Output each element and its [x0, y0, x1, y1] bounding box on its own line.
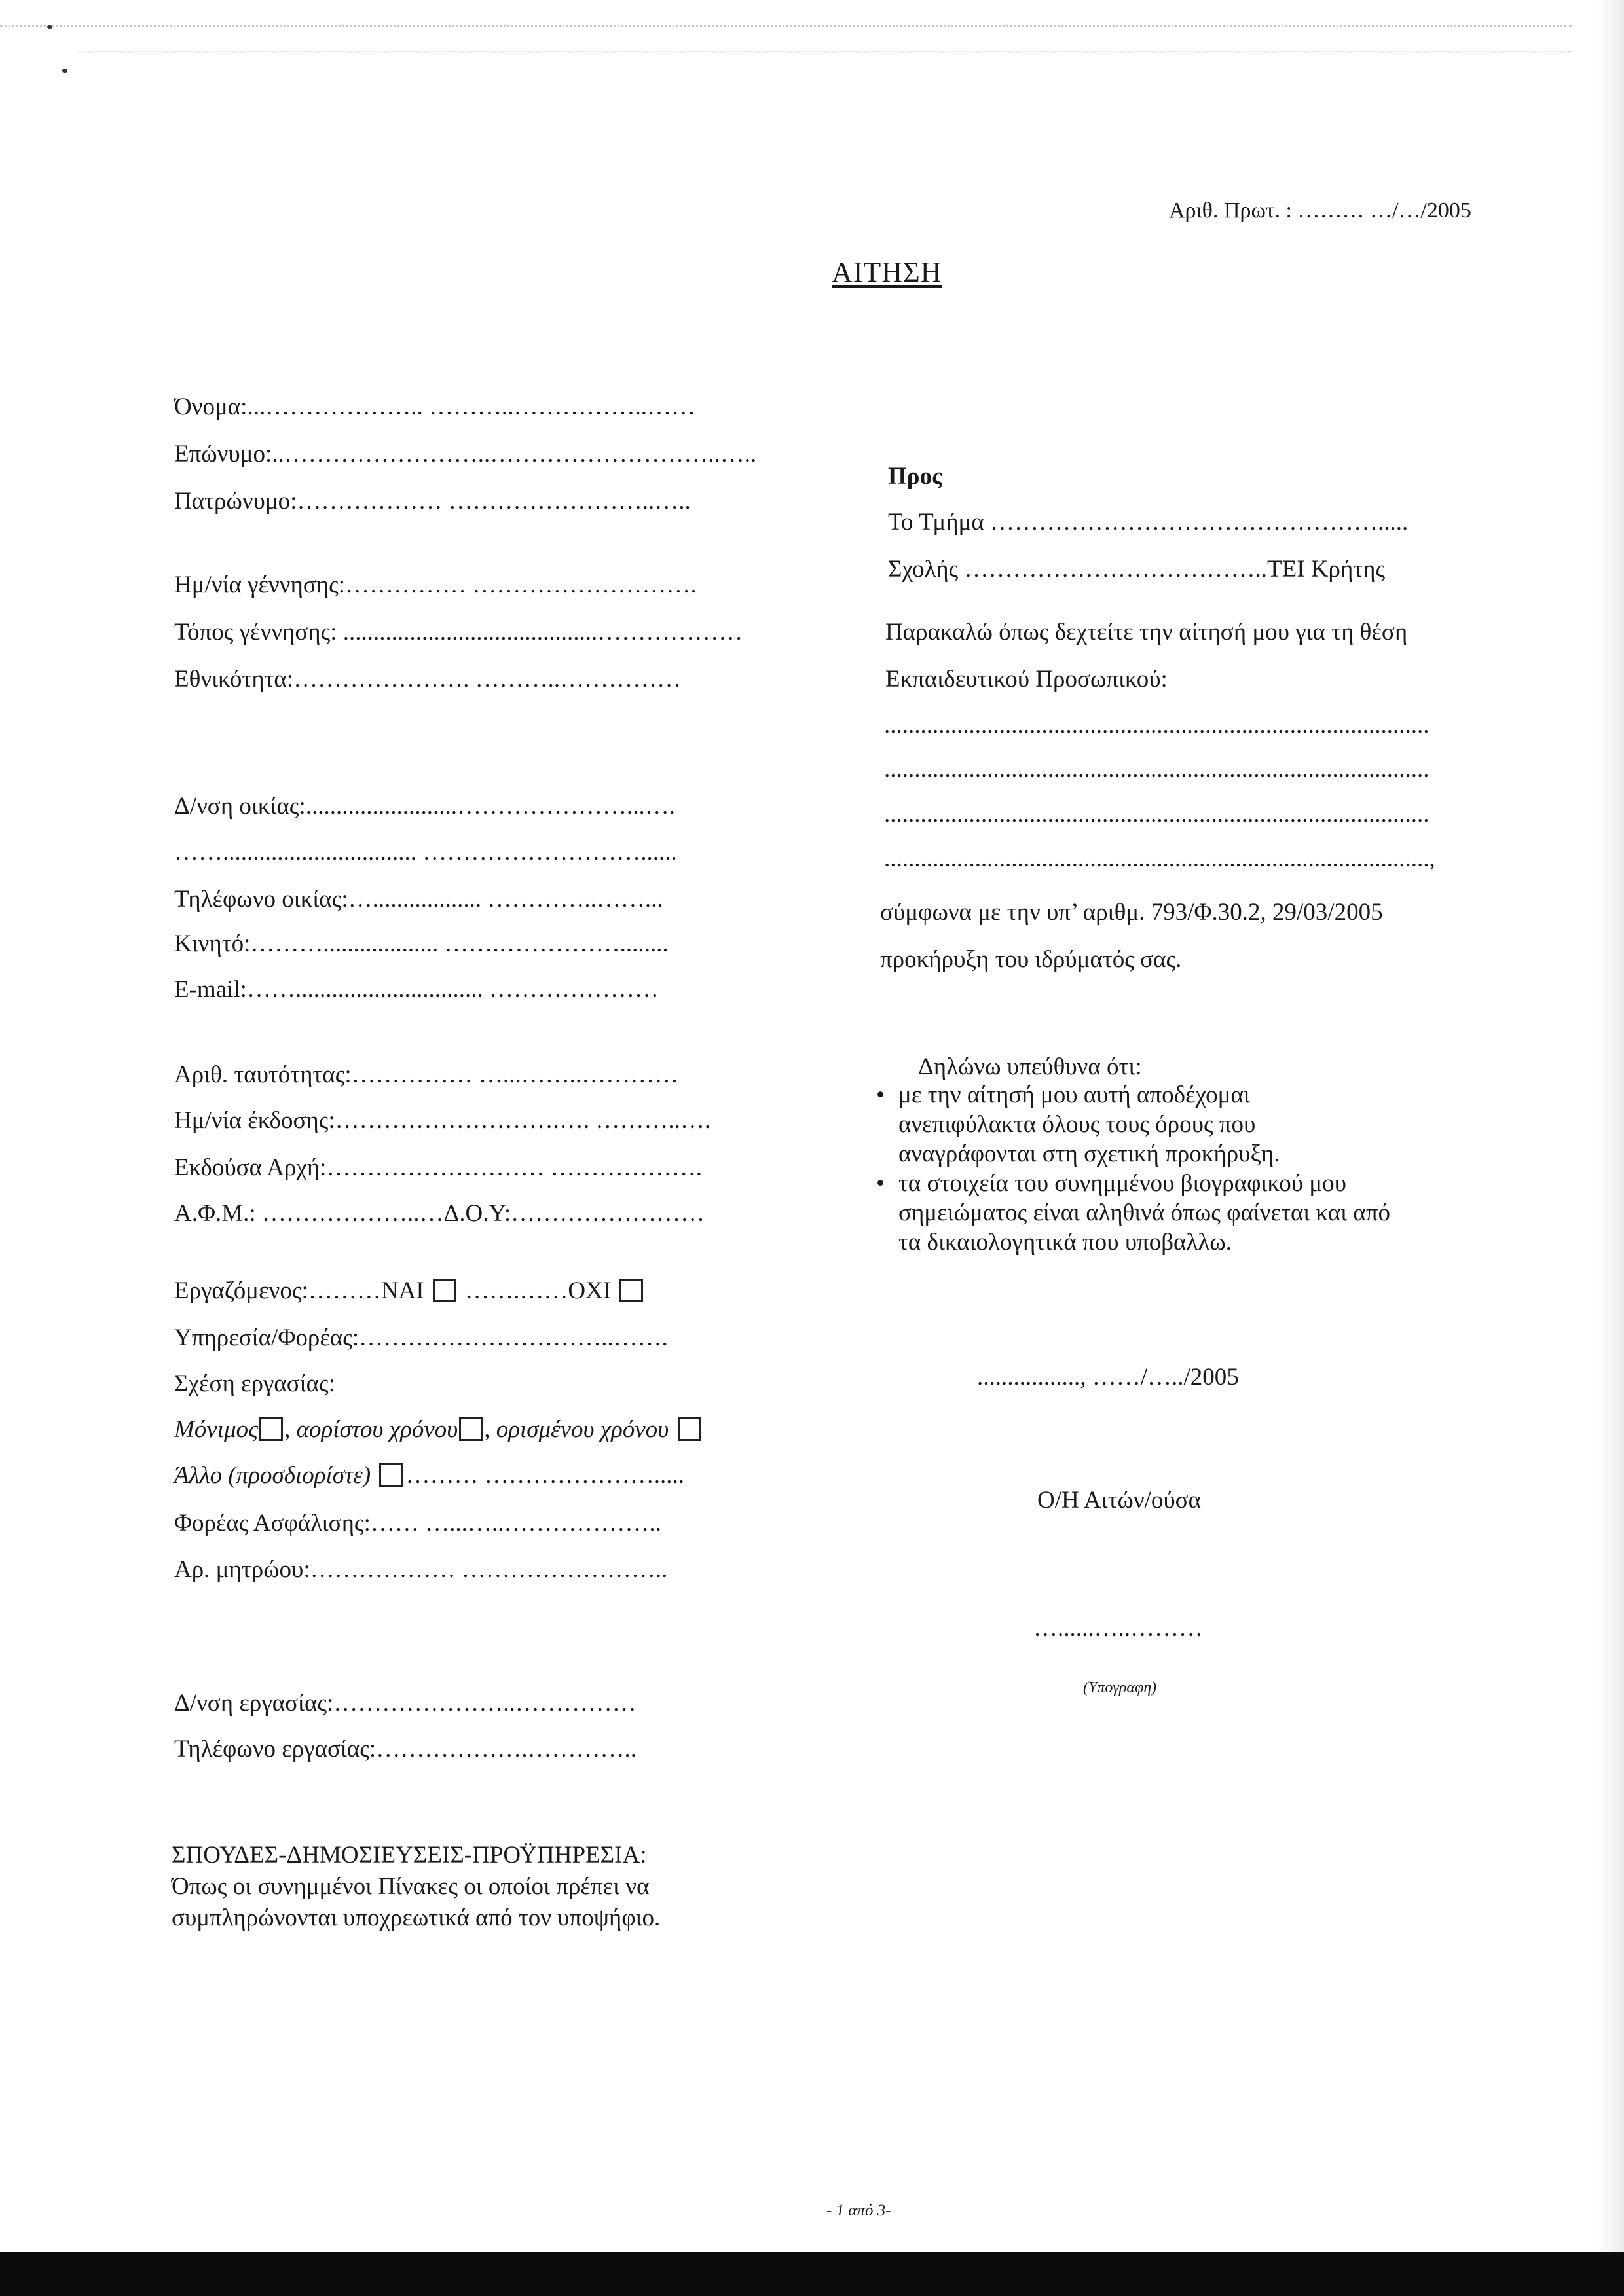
- declaration-item: • τα στοιχεία του συνημμένου βιογραφικού μου σημειώματος είναι αληθινά όπως φαίνεται και από τα δικαιολογητικά που υποβαλλω.: [876, 1170, 1391, 1256]
- signature-field[interactable]: …......…..………: [1033, 1615, 1203, 1642]
- permanent-checkbox[interactable]: [259, 1417, 283, 1441]
- page-title: ΑΙΤΗΣΗ: [832, 256, 942, 288]
- field-email[interactable]: E-mail:……............................... …………………: [174, 976, 659, 1003]
- bullet-icon: •: [876, 1082, 885, 1108]
- fixed-term-label: , ορισμένου χρόνου: [484, 1416, 669, 1443]
- field-id-number[interactable]: Αριθ. ταυτότητας:…………… …...……..…………: [174, 1061, 679, 1088]
- place-date-field[interactable]: ................., ……/…../2005: [977, 1364, 1239, 1391]
- scan-speck: [47, 25, 52, 29]
- scan-speck: [62, 69, 67, 73]
- field-issuing-authority[interactable]: Εκδούσα Αρχή:……………………… ……………….: [174, 1154, 702, 1181]
- blank-line-3[interactable]: ..........................................................................................: [884, 801, 1430, 828]
- declaration-item: • με την αίτησή μου αυτή αποδέχομαι ανεπιφύλακτα όλους τους όρους που αναγράφονται στη σχετική προκήρυξη.: [876, 1082, 1280, 1167]
- declaration-list: [876, 1080, 1488, 1257]
- field-work-phone[interactable]: Τηλέφωνο εργασίας:……………….…………..: [174, 1736, 637, 1762]
- indefinite-checkbox[interactable]: [459, 1417, 483, 1441]
- field-mobile[interactable]: Κινητό:………................... …….……………........: [174, 930, 669, 957]
- field-birth-place[interactable]: Τόπος γέννησης: ..........................................………………: [174, 619, 743, 646]
- field-registry-number[interactable]: Αρ. μητρώου:……………… ……………………..: [174, 1556, 668, 1583]
- employed-yes-checkbox[interactable]: [433, 1279, 456, 1302]
- page-number: - 1 από 3-: [826, 2202, 891, 2219]
- field-patronymo[interactable]: Πατρώνυμο:……………… ……………………..…..: [174, 488, 691, 515]
- field-nationality[interactable]: Εθνικότητα:…………………. ………..……………: [174, 666, 682, 693]
- field-department[interactable]: Το Τμήμα ………………………………………….....: [888, 509, 1409, 536]
- field-home-address-2[interactable]: ……................................ ………………………......: [174, 839, 677, 866]
- blank-line-4[interactable]: ..........................................................................................,: [884, 845, 1435, 872]
- scan-artifact-line: [79, 51, 1572, 52]
- applicant-label: Ο/Η Αιτών/ούσα: [1037, 1487, 1201, 1514]
- employed-no-checkbox[interactable]: [619, 1279, 643, 1302]
- request-line-2: Εκπαιδευτικού Προσωπικού:: [885, 666, 1168, 693]
- request-line-1: Παρακαλώ όπως δεχτείτε την αίτησή μου για τη θέση: [885, 619, 1408, 646]
- employed-label-no: …….……ΟΧΙ: [465, 1277, 612, 1304]
- field-home-address[interactable]: Δ/νση οικίας:.........................…………………...….: [174, 793, 675, 820]
- field-eponymo[interactable]: Επώνυμο:..……………………..………………………..…..: [174, 441, 757, 467]
- signature-caption: (Υπογραφη): [1083, 1679, 1157, 1696]
- studies-line-1: Όπως οι συνημμένοι Πίνακες οι οποίοι πρέπει να: [172, 1873, 650, 1900]
- field-birth-date[interactable]: Ημ/νία γέννησης:…………… ……………………….: [174, 572, 697, 598]
- scan-edge-shadow: [1598, 0, 1624, 2252]
- fixed-term-checkbox[interactable]: [678, 1417, 701, 1441]
- field-onoma[interactable]: Όνομα:...……………….. ………..……………..……: [174, 393, 695, 420]
- according-line-1: σύμφωνα με την υπ’ αριθμ. 793/Φ.30.2, 29/03/2005: [880, 899, 1383, 926]
- studies-line-2: συμπληρώνονται υποχρεωτικά από τον υποψήφιο.: [172, 1904, 661, 1931]
- field-insurance-body[interactable]: Φορέας Ασφάλισης:…… …...…..………………..: [174, 1510, 661, 1537]
- field-service[interactable]: Υπηρεσία/Φορέας:…………………………..…….: [174, 1324, 668, 1351]
- field-home-phone[interactable]: Τηλέφωνο οικίας:….................. …………..……...: [174, 886, 663, 913]
- other-dots[interactable]: ……… ………………….....: [405, 1462, 684, 1489]
- other-checkbox[interactable]: [379, 1463, 403, 1487]
- according-line-2: προκήρυξη του ιδρύματός σας.: [880, 946, 1182, 973]
- blank-line-1[interactable]: ..........................................................................................: [884, 712, 1430, 738]
- employment-type-row: [174, 1415, 704, 1444]
- employed-label-yes: Εργαζόμενος:………ΝΑΙ: [174, 1277, 424, 1304]
- employment-relation-label: Σχέση εργασίας:: [174, 1370, 335, 1397]
- other-label: Άλλο (προσδιορίστε): [174, 1462, 371, 1489]
- scan-bottom-border: [0, 2252, 1624, 2296]
- field-issue-date[interactable]: Ημ/νία έκδοσης:……………………….…. ………..….: [174, 1107, 711, 1134]
- scan-artifact-line: [0, 25, 1572, 27]
- bullet-icon: •: [876, 1170, 885, 1197]
- declaration-heading: Δηλώνω υπεύθυνα ότι:: [918, 1053, 1142, 1080]
- field-afm-doy[interactable]: Α.Φ.Μ.: ………………..…Δ.Ο.Υ:……………………: [174, 1200, 705, 1227]
- protocol-number: Αριθ. Πρωτ. : ……… …/…/2005: [1169, 198, 1471, 223]
- field-school[interactable]: Σχολής ………………………………..ΤΕΙ Κρήτης: [888, 556, 1386, 583]
- employed-row: [174, 1277, 646, 1305]
- indefinite-label: , αορίστου χρόνου: [284, 1416, 458, 1443]
- other-row: [174, 1461, 684, 1490]
- recipient-label: Προς: [888, 463, 942, 490]
- studies-heading: ΣΠΟΥΔΕΣ-ΔΗΜΟΣΙΕΥΣΕΙΣ-ΠΡΟΫΠΗΡΕΣΙΑ:: [172, 1842, 647, 1868]
- field-work-address[interactable]: Δ/νση εργασίας:…………………..……………: [174, 1690, 637, 1717]
- blank-line-2[interactable]: ..........................................................................................: [884, 756, 1430, 783]
- permanent-label: Μόνιμος: [174, 1416, 259, 1443]
